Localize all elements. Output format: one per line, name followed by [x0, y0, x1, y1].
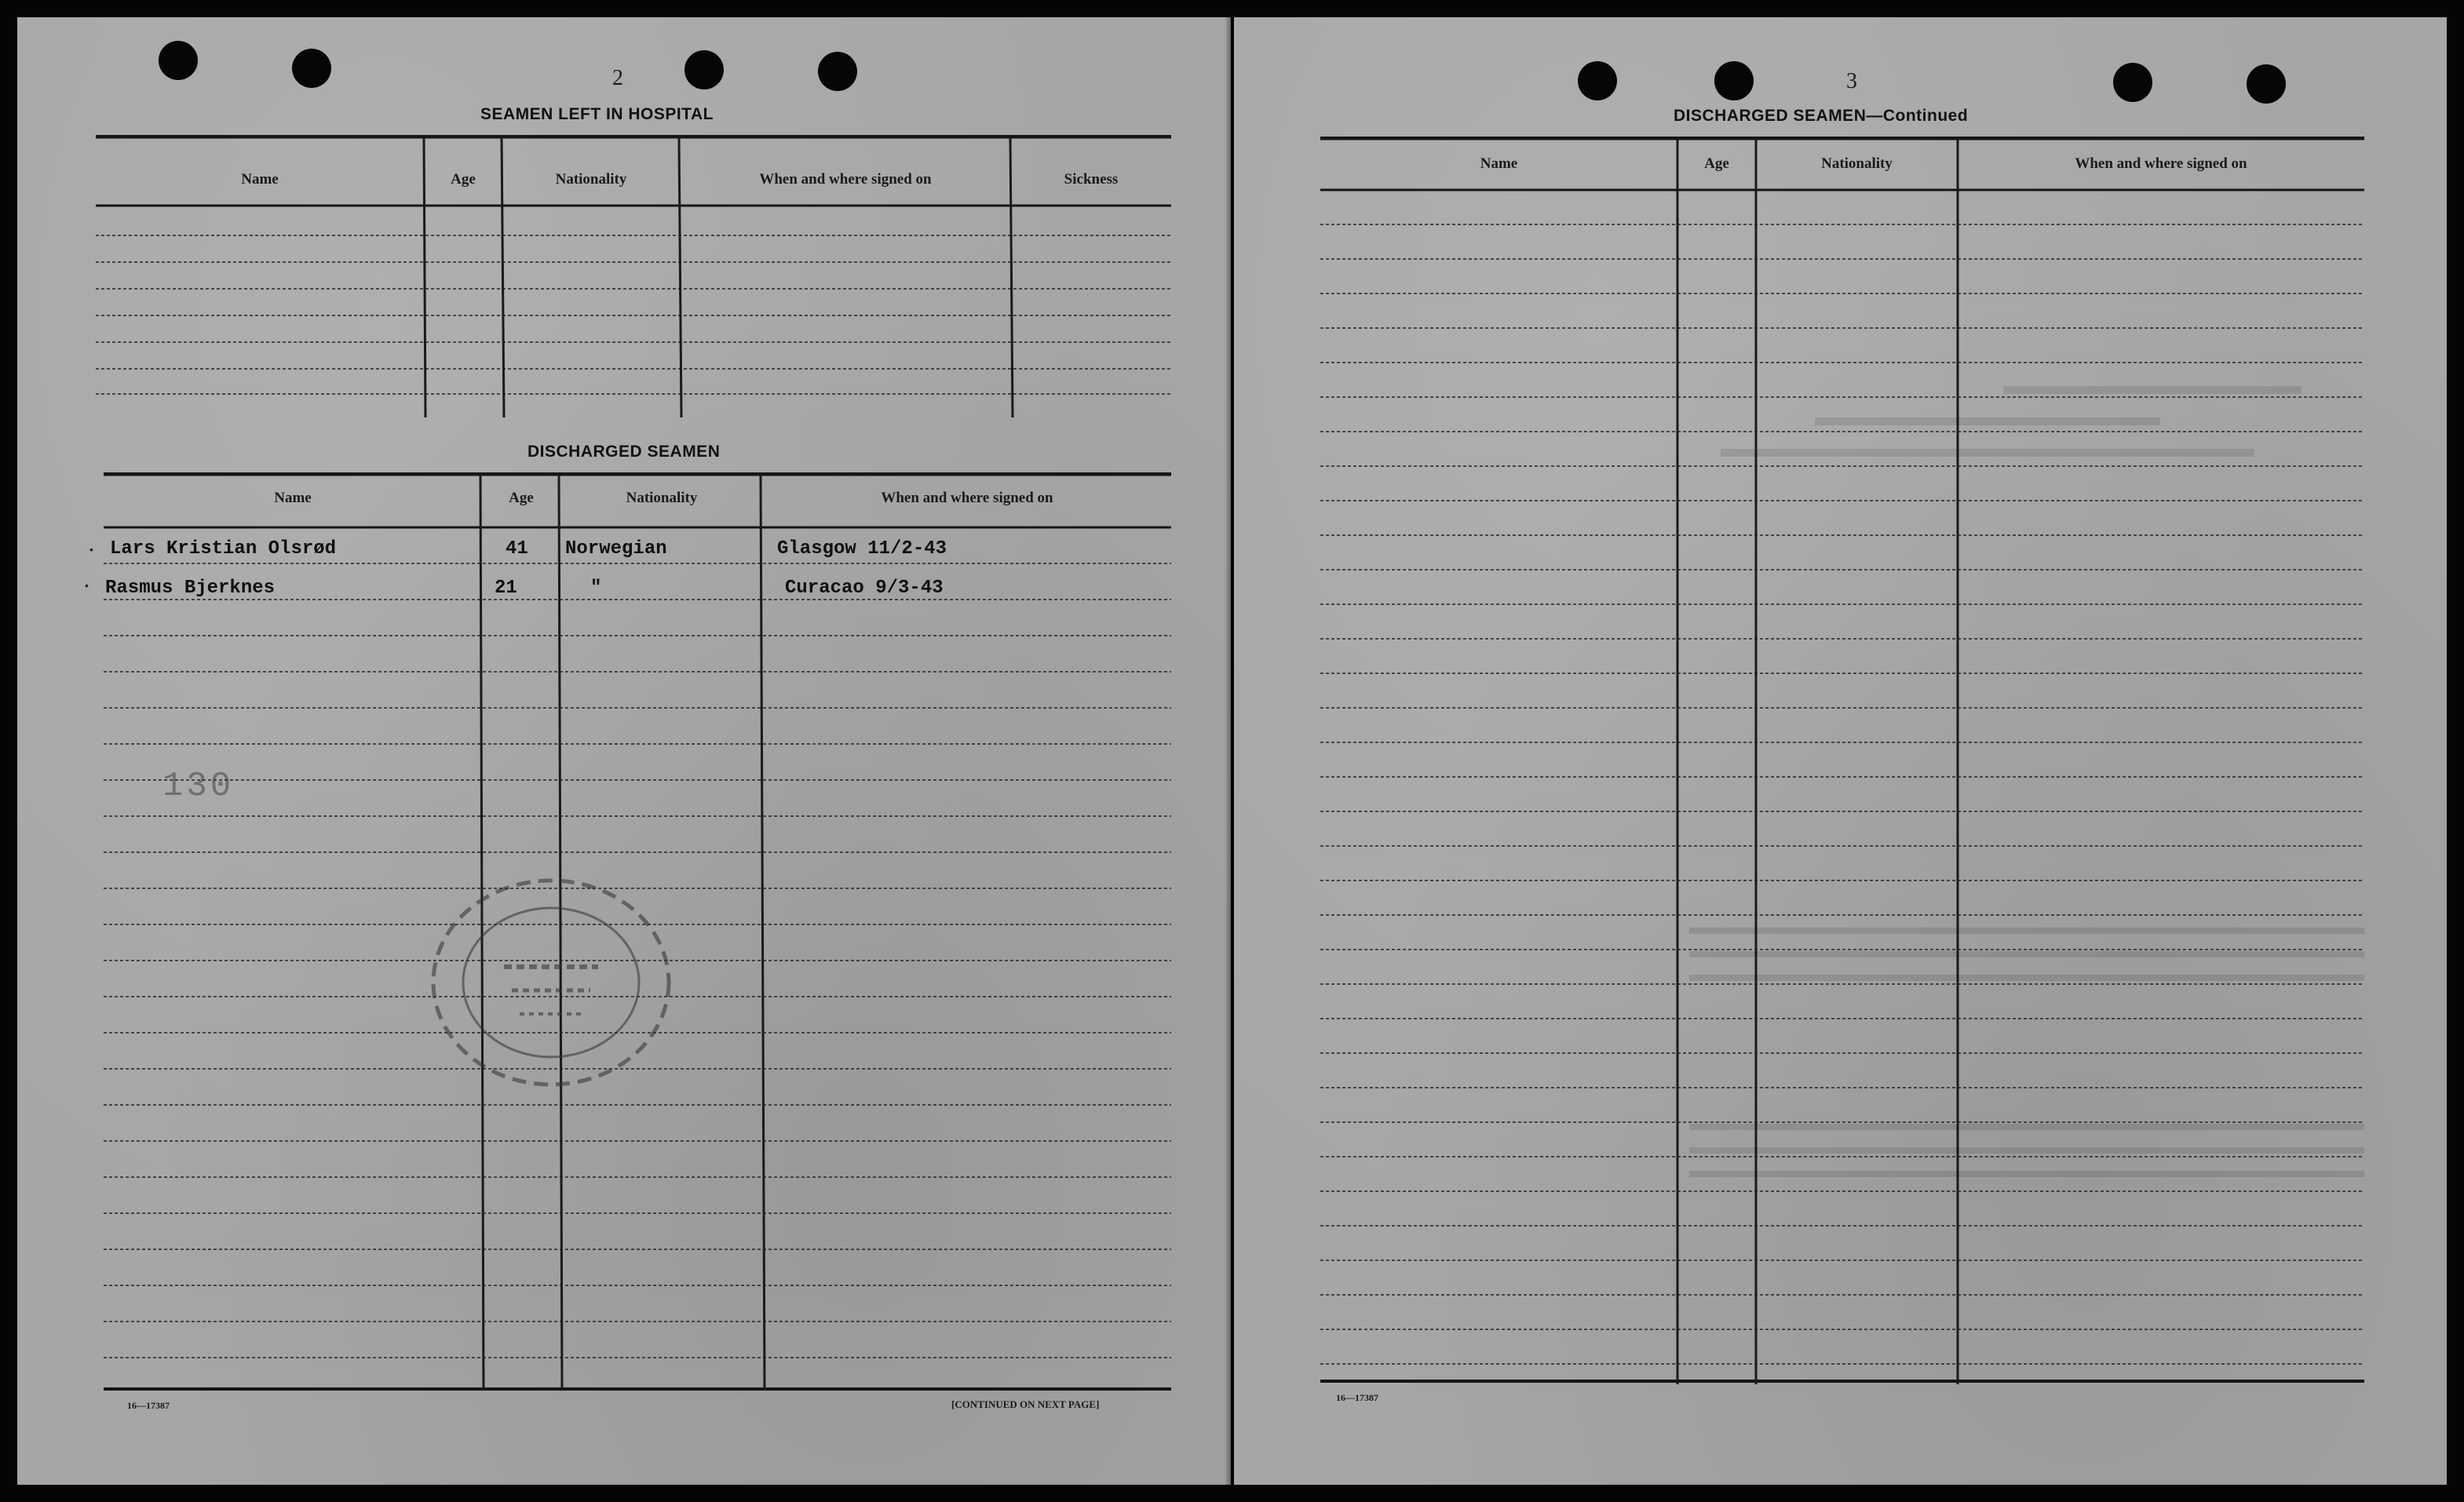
page-number: 3 — [1846, 69, 1857, 93]
punch-hole — [159, 41, 198, 80]
punch-hole — [2247, 64, 2286, 104]
punch-hole — [292, 49, 331, 88]
column-header-nationality: Nationality — [1821, 155, 1893, 172]
column-header-name: Name — [241, 171, 279, 188]
stamp-number: 130 — [162, 767, 235, 806]
column-header-signed-on: When and where signed on — [759, 171, 932, 188]
punch-hole — [1578, 61, 1617, 100]
row-marker: • — [85, 579, 89, 592]
column-header-sickness: Sickness — [1064, 171, 1119, 188]
hospital-table — [96, 135, 1171, 417]
seaman-signed-on: Curacao 9/3-43 — [785, 578, 944, 599]
consulate-seal-stamp — [418, 865, 684, 1100]
form-code: 16—17387 — [127, 1400, 170, 1411]
hospital-section-title: SEAMEN LEFT IN HOSPITAL — [480, 105, 714, 123]
seaman-name: Rasmus Bjerknes — [105, 578, 276, 599]
column-header-signed-on: When and where signed on — [881, 490, 1053, 506]
seaman-age: 41 — [506, 538, 528, 560]
punch-hole — [2113, 63, 2152, 102]
column-header-nationality: Nationality — [555, 171, 627, 188]
bleed-through-marks — [1674, 386, 2380, 1328]
seaman-name: Lars Kristian Olsrød — [110, 538, 337, 560]
seaman-age: 21 — [495, 578, 517, 599]
column-header-age: Age — [1704, 155, 1729, 172]
seaman-nationality: " — [590, 578, 602, 599]
column-header-name: Name — [274, 490, 312, 506]
column-header-age: Age — [509, 490, 534, 506]
column-header-nationality: Nationality — [626, 490, 698, 506]
punch-hole — [684, 50, 724, 89]
seaman-signed-on: Glasgow 11/2-43 — [777, 538, 947, 560]
column-header-age: Age — [451, 171, 476, 188]
form-code: 16—17387 — [1336, 1392, 1378, 1403]
column-header-signed-on: When and where signed on — [2075, 155, 2247, 172]
continued-note: [CONTINUED ON NEXT PAGE] — [951, 1398, 1100, 1410]
left-page — [17, 17, 1231, 1485]
row-marker: • — [89, 543, 93, 556]
column-header-name: Name — [1480, 155, 1518, 172]
punch-hole — [818, 52, 857, 91]
seaman-nationality: Norwegian — [565, 538, 667, 560]
discharged-section-title: DISCHARGED SEAMEN — [527, 443, 721, 461]
discharged-continued-title: DISCHARGED SEAMEN—Continued — [1674, 107, 1969, 125]
page-number: 2 — [612, 66, 623, 90]
punch-hole — [1714, 61, 1754, 100]
right-page — [1234, 17, 2447, 1485]
